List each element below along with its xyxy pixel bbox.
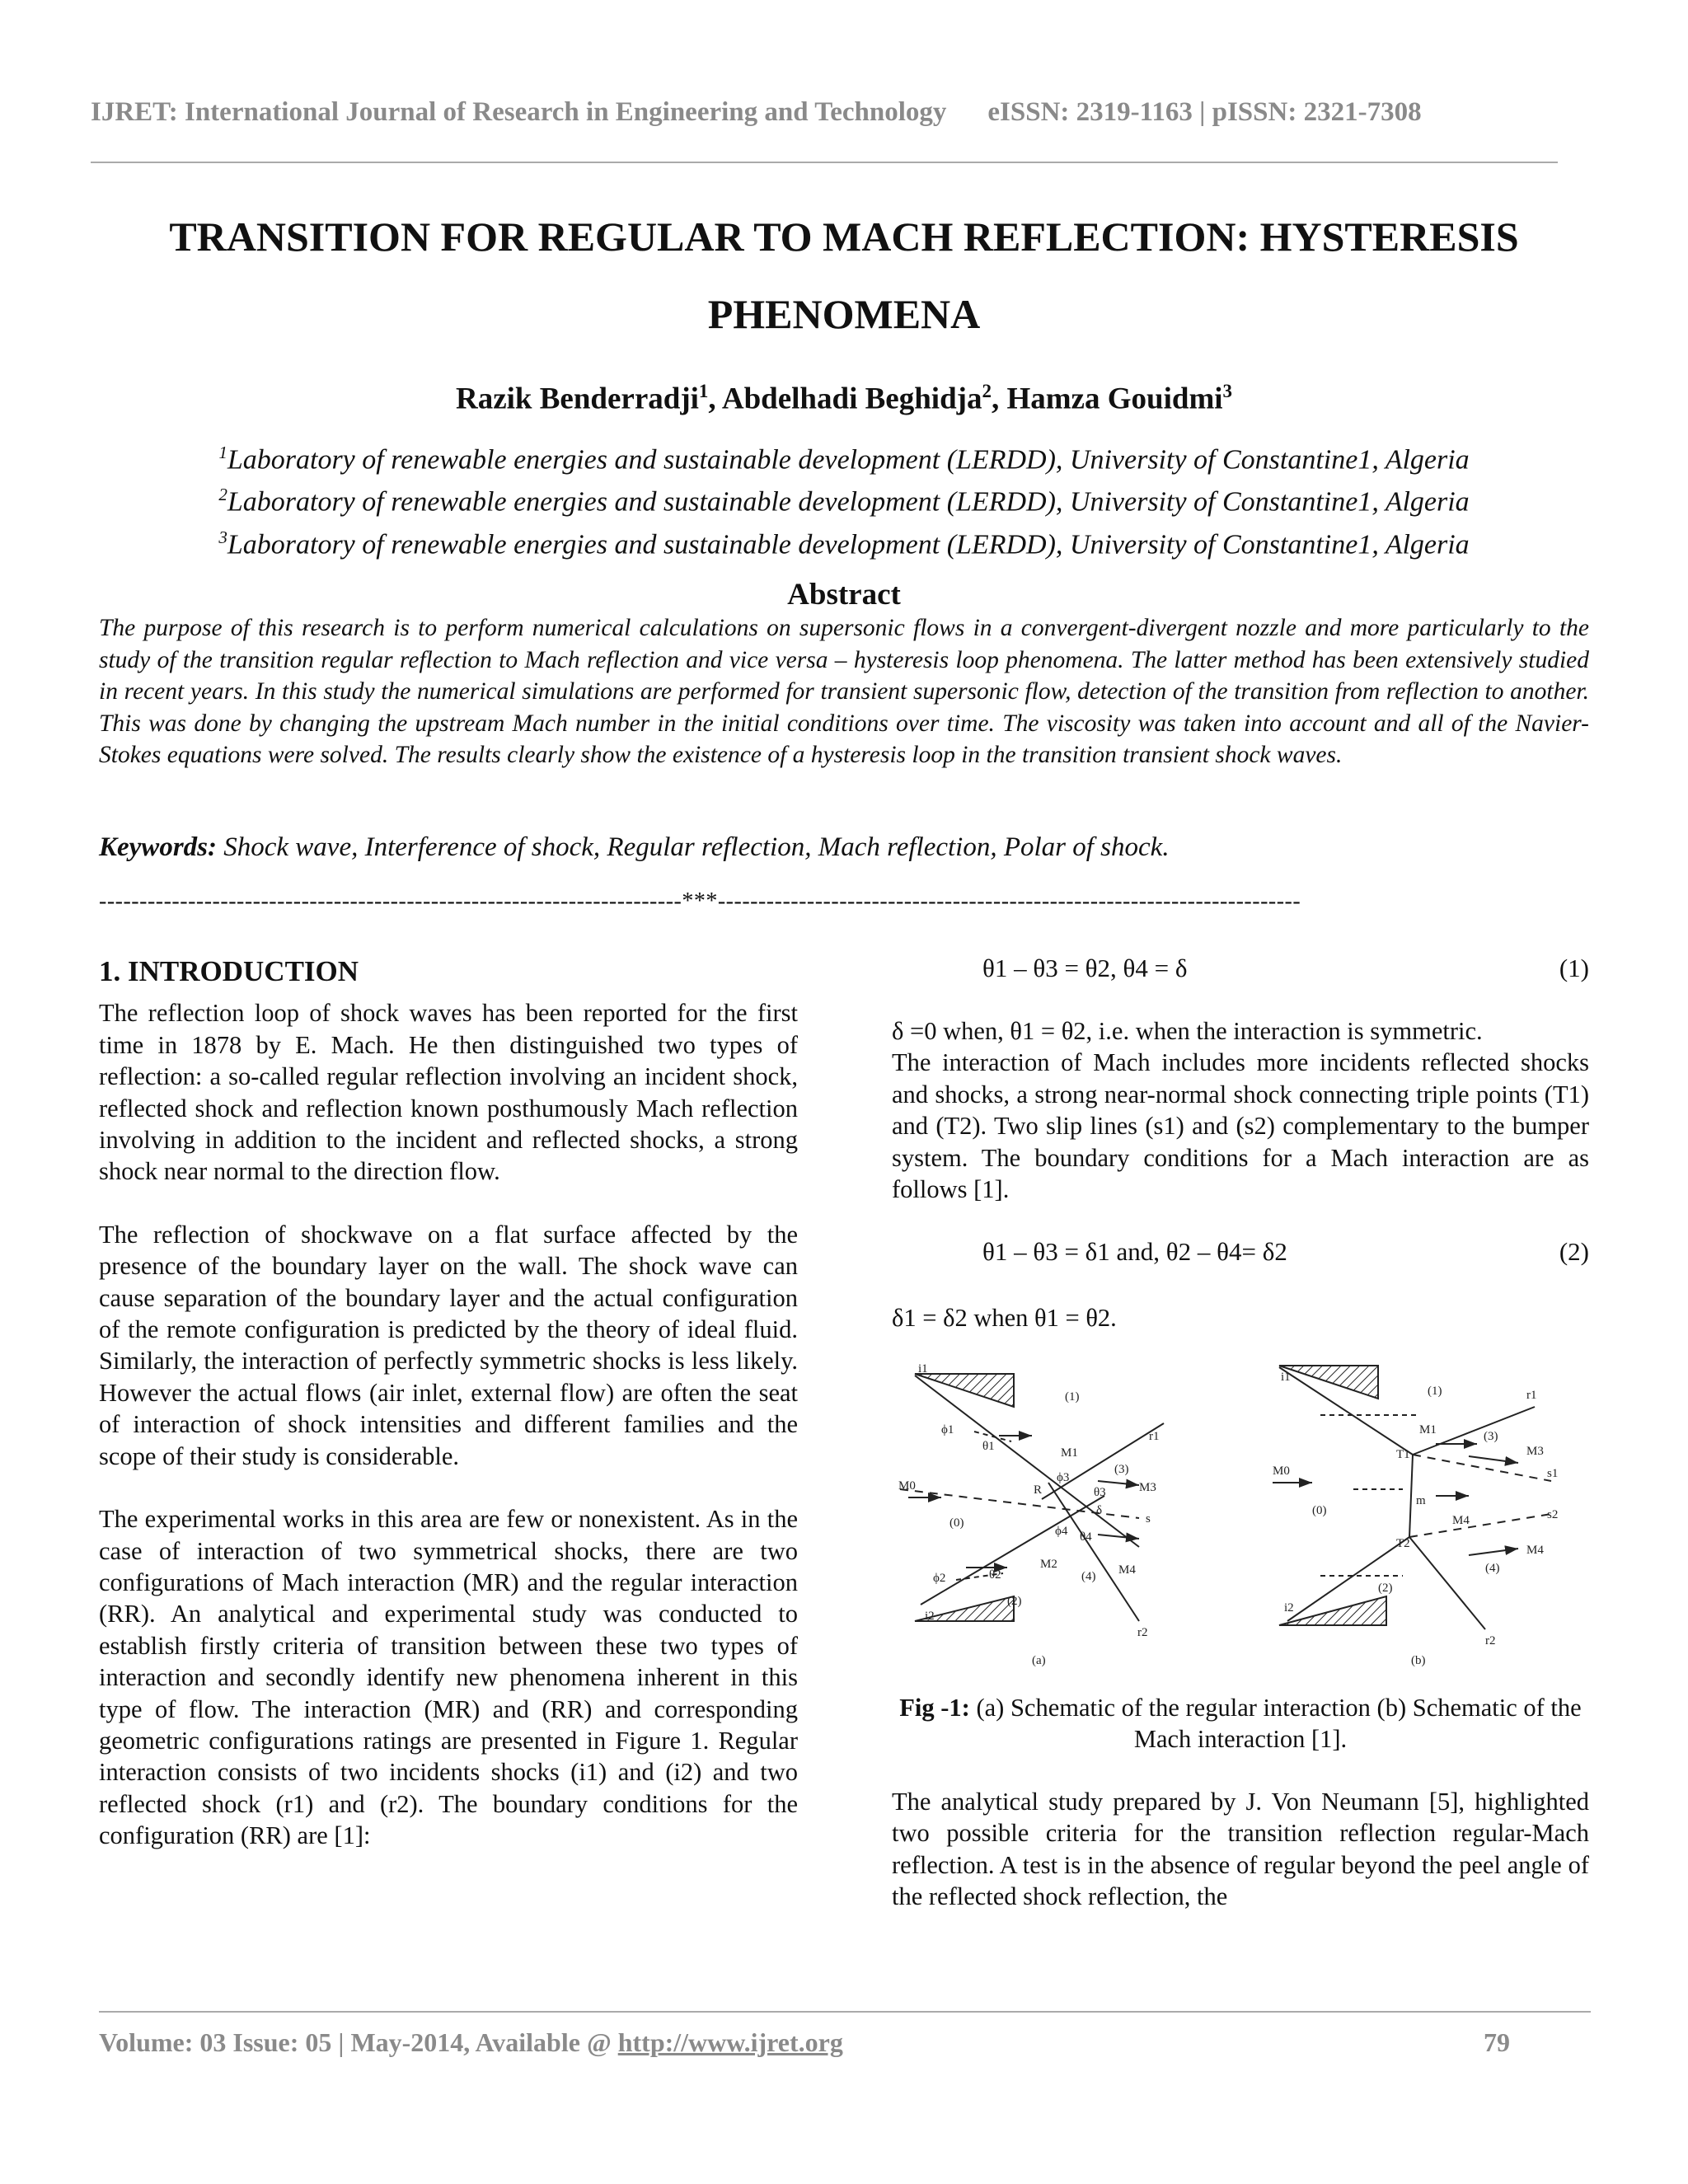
label: r1	[1149, 1429, 1160, 1443]
label: ϕ2	[933, 1571, 946, 1585]
equation-note: δ1 = δ2 when θ1 = θ2.	[892, 1304, 1117, 1333]
label: i1	[1281, 1370, 1291, 1384]
label: i1	[918, 1361, 928, 1376]
label: T2	[1396, 1536, 1410, 1550]
page-footer	[99, 2027, 843, 2058]
equation-2	[892, 1236, 1589, 1274]
header-rule	[91, 162, 1558, 163]
label: (2)	[1378, 1581, 1393, 1595]
label: (2)	[1007, 1594, 1022, 1608]
abstract-heading: Abstract	[787, 578, 901, 612]
label: M2	[1040, 1557, 1057, 1571]
incident-shock-i2	[921, 1496, 1104, 1605]
author-name: Abdelhadi Beghidja	[721, 382, 982, 416]
keywords-label: Keywords:	[99, 832, 217, 862]
body-paragraph: The analytical study prepared by J. Von Neumann [5], highlighted two possible criteria for the transition reflection regular-Mach reflection. A test is in the absence of regular beyond the peel angle of the reflected shock reflection, the	[892, 1787, 1589, 1911]
reflected-shock-r2	[1409, 1537, 1485, 1629]
equation-body: θ1 – θ3 = θ2, θ4 = δ	[982, 954, 1188, 982]
label: i2	[1284, 1601, 1294, 1615]
author-sup: 3	[1222, 381, 1233, 401]
body-paragraph: The interaction of Mach includes more incidents reflected shocks and shocks, a strong near-normal shock connecting triple points (T1) and (T2). Two slip lines (s1) and (s2) complementary to the bumper system. The boundary conditions for a Mach interaction are as follows [1].	[892, 1048, 1589, 1204]
label: T1	[1396, 1447, 1410, 1461]
affiliations	[91, 435, 1597, 562]
running-header	[91, 97, 1422, 128]
label: (4)	[1485, 1561, 1500, 1575]
equation-number: (2)	[1559, 1237, 1589, 1267]
label: s1	[1547, 1466, 1559, 1480]
affiliation: $^1$Laboratory of renewable energies and sustainable development (LERDD), University of Constantine1, Algeria	[218, 443, 1470, 476]
right-column	[892, 956, 1589, 1943]
equation-1	[892, 953, 1589, 991]
intro-paragraph: The reflection of shockwave on a flat surface affected by the presence of the boundary layer on the wall. The shock wave can cause separation of the boundary layer and the actual configuration of the remote configuration is predicted by the theory of ideal fluid. Similarly, the interaction of perfectly symmetric shocks is less likely. However the actual flows (air inlet, external flow) are often the seat of interaction of shock intensities and different families and the scope of their study is considerable.	[99, 1220, 798, 1470]
figure-1	[892, 1357, 1589, 1687]
panel-b	[1273, 1366, 1551, 1629]
equation-body: θ1 – θ3 = δ1 and, θ2 – θ4= δ2	[982, 1237, 1287, 1267]
label: s2	[1547, 1507, 1559, 1521]
intro-paragraph: The experimental works in this area are few or nonexistent. As in the case of interaction of two symmetrical shocks, there are two configurations of Mach interaction (MR) and the regular interaction (RR). An analytical and experimental study was conducted to establish firstly criteria of transition between these two types of interaction and secondly identify new phenomena inherent in this type of flow. The interaction (MR) and (RR) and corresponding geometric configurations ratings are presented in Figure 1. Regular interaction consists of two incidents shocks (i1) and (i2) and two reflected shock (r1) and (r2). The boundary conditions for the configuration (RR) are [1]:	[99, 1505, 798, 1850]
panel-label: (a)	[1032, 1653, 1046, 1667]
label: ϕ1	[941, 1422, 954, 1436]
label: M3	[1139, 1480, 1156, 1494]
lower-wedge	[1279, 1596, 1386, 1625]
author-sup: 2	[982, 381, 992, 401]
left-column	[99, 956, 798, 1883]
paper-title: TRANSITION FOR REGULAR TO MACH REFLECTION: HYSTERESIS PHENOMENA	[169, 213, 1519, 337]
label: r2	[1485, 1633, 1496, 1647]
label: M1	[1419, 1422, 1437, 1436]
figure-caption	[892, 1692, 1589, 1755]
label: M4	[1452, 1513, 1470, 1527]
label: (3)	[1484, 1429, 1498, 1443]
intro-paragraph: The reflection loop of shock waves has been reported for the first time in 1878 by E. Mach. He then distinguished two types of reflection: a so-called regular reflection involving an incident shock, reflected shock and reflection known posthumously Mach reflection involving in addition to the incident and reflected shocks, a strong shock near normal to the direction flow.	[99, 999, 798, 1186]
journal-name: IJRET: International Journal of Research in Engineering and Technology	[91, 97, 947, 127]
label: M0	[1273, 1464, 1290, 1478]
label: r1	[1526, 1388, 1537, 1402]
affiliation: $^3$Laboratory of renewable energies and sustainable development (LERDD), University of Constantine1, Algeria	[218, 527, 1470, 560]
label: θ2	[989, 1568, 1001, 1582]
caption-label: Fig -1:	[899, 1693, 970, 1722]
panel-label: (b)	[1411, 1653, 1426, 1667]
label: (1)	[1065, 1390, 1080, 1404]
keywords	[99, 832, 1589, 863]
label: (1)	[1428, 1384, 1442, 1398]
label: M1	[1061, 1446, 1078, 1460]
label: i2	[925, 1609, 935, 1623]
label: s	[1146, 1511, 1151, 1526]
affiliation: $^2$Laboratory of renewable energies and sustainable development (LERDD), University of Constantine1, Algeria	[218, 485, 1470, 518]
label: ϕ4	[1055, 1524, 1068, 1538]
footer-link[interactable]: http://www.ijret.org	[617, 2027, 843, 2057]
label: M0	[898, 1479, 916, 1493]
incident-shock-i1	[915, 1376, 1139, 1547]
label: θ4	[1080, 1530, 1092, 1544]
mach-stem	[1409, 1455, 1413, 1537]
label: (0)	[1312, 1503, 1327, 1517]
caption-text: (a) Schematic of the regular interaction (b) Schematic of the Mach interaction [1].	[976, 1693, 1582, 1753]
label: M4	[1526, 1543, 1544, 1557]
page-number: 79	[1484, 2027, 1510, 2057]
section-heading: 1. INTRODUCTION	[99, 955, 359, 987]
abstract-text: The purpose of this research is to perform numerical calculations on supersonic flows in a convergent-divergent nozzle and more particularly to the study of the transition regular reflection to Mach reflection and vice versa – hysteresis loop phenomena. The latter method has been extensively studied in recent years. In this study the numerical simulations are performed for transient supersonic flow, detection of the transition from reflection to another. This was done by changing the upstream Mach number in the initial conditions over time. The viscosity was taken into account and all of the Navier-Stokes equations were solved. The results clearly show the existence of a hysteresis loop in the transition transient shock waves.	[99, 615, 1589, 768]
label: M4	[1118, 1563, 1136, 1577]
author-list: Razik Benderradji$^1$, Abdelhadi Beghidja$^2$, Hamza Gouidmi$^3$	[455, 381, 1233, 416]
label: θ1	[982, 1439, 995, 1453]
equation-note: δ =0 when, θ1 = θ2, i.e. when the interaction is symmetric.	[892, 1017, 1483, 1045]
footer-rule	[99, 2011, 1591, 2013]
label: (0)	[950, 1516, 964, 1530]
upper-wedge	[1279, 1366, 1378, 1399]
keywords-text: Shock wave, Interference of shock, Regular reflection, Mach reflection, Polar of shock.	[223, 832, 1170, 862]
author-name: Razik Benderradji	[455, 382, 699, 416]
equation-number: (1)	[1559, 954, 1589, 982]
slip-line-s2	[1409, 1514, 1551, 1537]
section-separator: ------------------------------------------------------------------------***------------------------------------------------------------------------	[99, 888, 1301, 914]
label: r2	[1137, 1625, 1148, 1639]
label: θ3	[1094, 1485, 1106, 1499]
label: ϕ3	[1057, 1470, 1070, 1484]
reflected-shock-r2	[1048, 1483, 1139, 1621]
label: m	[1416, 1493, 1426, 1507]
author-name: Hamza Gouidmi	[1006, 382, 1223, 416]
label: M3	[1526, 1444, 1544, 1458]
label: δ	[1096, 1503, 1103, 1517]
label: R	[1034, 1483, 1043, 1497]
footer-text: Volume: 03 Issue: 05 | May-2014, Available @	[99, 2027, 618, 2057]
issn: eISSN: 2319-1163 | pISSN: 2321-7308	[987, 97, 1422, 127]
figure-1-diagram	[892, 1357, 1589, 1687]
upper-wedge	[915, 1374, 1014, 1407]
label: (3)	[1114, 1462, 1129, 1476]
label: (4)	[1081, 1569, 1096, 1583]
author-sup: 1	[698, 381, 709, 401]
